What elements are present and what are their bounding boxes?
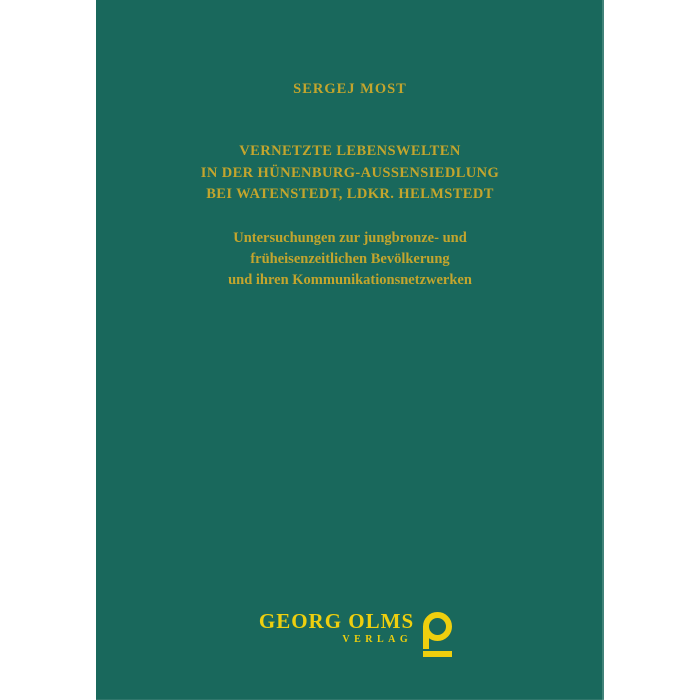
book-title — [96, 141, 604, 206]
subtitle-line-2: früheisenzeitlichen Bevölkerung — [250, 251, 450, 267]
publisher-name: GEORG OLMS — [258, 609, 415, 633]
title-line-1: VERNETZTE LEBENSWELTEN — [239, 143, 461, 159]
subtitle-line-3: und ihren Kommunikationsnetzwerken — [228, 272, 472, 288]
publisher-imprint — [102, 610, 610, 658]
book-subtitle — [96, 228, 604, 291]
author-name: SERGEJ MOST — [293, 81, 407, 97]
olms-g-monogram-icon — [421, 612, 453, 658]
subtitle-line-1: Untersuchungen zur jungbronze- und — [233, 230, 467, 246]
title-line-3: BEI WATENSTEDT, LDKR. HELMSTEDT — [206, 186, 494, 202]
publisher-text — [259, 610, 414, 645]
book-cover — [96, 0, 604, 700]
publisher-type: VERLAG — [342, 634, 413, 645]
title-line-2: IN DER HÜNENBURG-AUSSENSIEDLUNG — [200, 164, 500, 181]
